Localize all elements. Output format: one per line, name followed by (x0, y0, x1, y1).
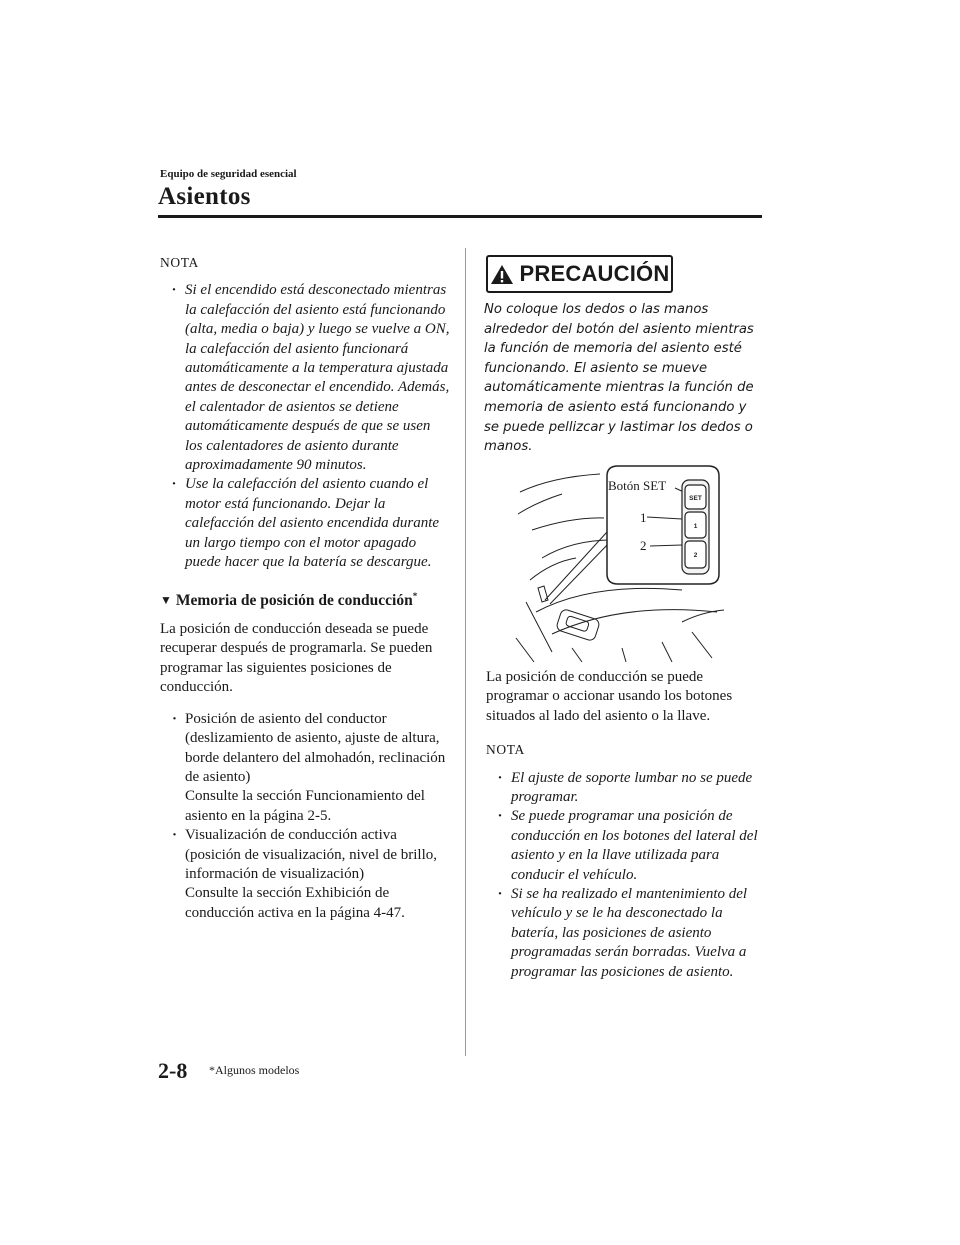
page-title: Asientos (158, 183, 251, 210)
footnote: *Algunos modelos (209, 1063, 300, 1077)
button-2-glyph: 2 (693, 552, 698, 559)
list-item (160, 710, 450, 826)
nota-item: · Si se ha realizado el mantenimiento del vehículo y se le ha desconectado la batería, las posiciones de asiento programadas serán borradas. Vuelva a programar las posiciones de asiento. (486, 885, 762, 982)
list-item-text: · Visualización de conducción activa (posición de visualización, nivel de brillo, información de visualización) (185, 827, 438, 882)
nota-item: · Se puede programar una posición de conducción en los botones del lateral del asiento y en la llave utilizada para conducir el vehículo. (486, 807, 762, 885)
right-body (486, 668, 762, 982)
title-rule (158, 215, 762, 218)
nota-item: · El ajuste de soporte lumbar no se puede programar. (486, 769, 762, 808)
right-body-text: La posición de conducción se puede programar o accionar usando los botones situados al lado del asiento o la llave. (486, 669, 733, 724)
memoria-list (160, 710, 450, 923)
memoria-intro: La posición de conducción deseada se puede recuperar después de programarla. Se pueden programar las siguientes posiciones de conducción. (160, 621, 433, 696)
caution-banner (486, 255, 673, 293)
nota-list (486, 769, 762, 982)
button-1-glyph: 1 (693, 523, 698, 530)
page-number: 2-8 (158, 1058, 188, 1083)
subheading-memoria (160, 587, 450, 611)
list-item-text: · Posición de asiento del conductor (deslizamiento de asiento, ajuste de altura, borde delantero del almohadón, reclinación de asiento) (185, 710, 446, 785)
nota-heading: NOTA (486, 742, 525, 758)
caution-title: PRECAUCIÓN (519, 261, 670, 286)
warning-icon (490, 264, 514, 285)
column-divider (465, 248, 466, 1056)
caution-text: No coloque los dedos o las manos alrededor del botón del asiento mientras la función de memoria del asiento esté funcionando. El asiento se mueve automáticamente mientras la función de memoria de asiento está funcionando y se puede pellizcar y lastimar los dedos o manos. (484, 302, 754, 455)
section-label: Equipo de seguridad esencial (160, 168, 297, 180)
subheading-footnote-mark: * (412, 590, 418, 601)
list-item-ref: Consulte la sección Exhibición de conducción activa en la página 4-47. (185, 885, 405, 921)
nota-item: · Si el encendido está desconectado mientras la calefacción del asiento está funcionando (alta, media o baja) y luego se vuelve a ON, la calefacción del asiento funcionará automáticamente a la temperatura ajustada antes de desconectar el encendido. Además, el calentador de asientos se detiene automáticamente después de que se usen los calentadores de asiento durante aproximadamente 90 minutos. (160, 281, 450, 475)
list-item (160, 826, 450, 923)
triangle-down-icon: ▼ (160, 592, 172, 607)
nota-list (160, 281, 450, 572)
callout-1: 1 (640, 510, 647, 525)
nota-heading: NOTA (160, 255, 199, 270)
set-button-glyph: SET (689, 495, 702, 502)
callout-2: 2 (640, 538, 647, 553)
list-item-ref: Consulte la sección Funcionamiento del asiento en la página 2-5. (185, 788, 425, 824)
left-column (160, 253, 450, 923)
seat-memory-button-diagram (512, 462, 726, 664)
callout-set: Botón SET (608, 478, 667, 493)
nota-item: · Use la calefacción del asiento cuando el motor está funcionando. Dejar la calefacción del asiento encendida durante un largo tiempo con el motor apagado puede hacer que la batería se descargue. (160, 475, 450, 572)
subheading-text: Memoria de posición de conducción (175, 591, 413, 609)
